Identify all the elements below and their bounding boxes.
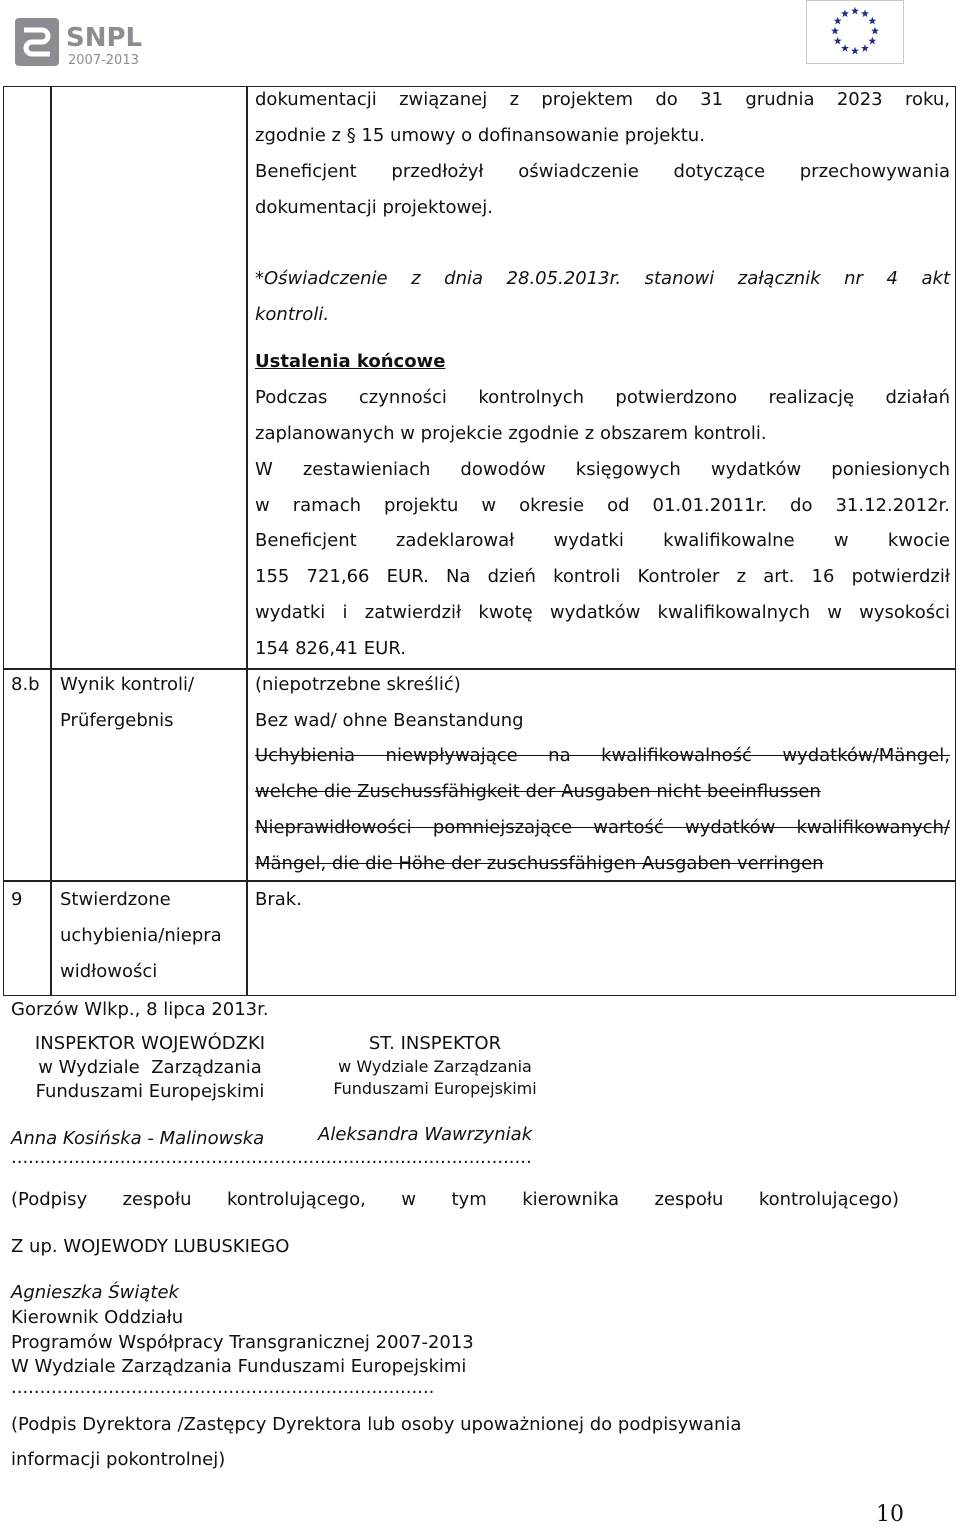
final-findings-heading: Ustalenia końcowe	[255, 351, 446, 372]
final-findings-line: W zestawieniach dowodów księgowych wydatków poniesionych	[255, 459, 950, 480]
row-label: Prüfergebnis	[60, 710, 174, 731]
director-title: Programów Współpracy Transgranicznej 2007-2013	[11, 1332, 474, 1353]
continuation-line: Beneficjent przedłożył oświadczenie dotyczące przechowywania	[255, 161, 950, 182]
director-signature-caption: informacji pokontrolnej)	[11, 1449, 226, 1470]
place-date: Gorzów Wlkp., 8 lipca 2013r.	[11, 999, 269, 1020]
director-name: Agnieszka Świątek	[11, 1282, 179, 1303]
signature-dots: ...........................................................................................	[11, 1147, 532, 1168]
continuation-line: dokumentacji projektowej.	[255, 197, 493, 218]
inspector-right-dept: Funduszami Europejskimi	[333, 1079, 537, 1098]
inspector-left-dept: Funduszami Europejskimi	[35, 1081, 265, 1102]
final-findings-line: zaplanowanych w projekcie zgodnie z obszarem kontroli.	[255, 423, 767, 444]
result-instruction: (niepotrzebne skreślić)	[255, 674, 461, 695]
row-label: widłowości	[60, 961, 158, 982]
snpl-logo-icon	[14, 14, 148, 70]
team-signatures-caption: (Podpisy zespołu kontrolującego, w tym kierownika zespołu kontrolującego)	[11, 1189, 899, 1210]
irregularities-content: Brak.	[255, 889, 302, 910]
director-title: Kierownik Oddziału	[11, 1307, 184, 1328]
row-label: Wynik kontroli/	[60, 674, 195, 695]
inspector-left-dept: w Wydziale Zarządzania	[38, 1057, 262, 1078]
result-struck-option: Nieprawidłowości pomniejszające wartość wydatków kwalifikowanych/	[255, 817, 950, 838]
inspector-left-title: INSPEKTOR WOJEWÓDZKI	[34, 1033, 266, 1054]
row-label: Stwierdzone	[60, 889, 171, 910]
result-no-defects: Bez wad/ ohne Beanstandung	[255, 710, 524, 731]
authority-line: Z up. WOJEWODY LUBUSKIEGO	[11, 1236, 290, 1257]
director-signature-caption: (Podpis Dyrektora /Zastępcy Dyrektora lub osoby upoważnionej do podpisywania	[11, 1414, 742, 1435]
final-findings-line: w ramach projektu w okresie od 01.01.2011r. do 31.12.2012r.	[255, 495, 950, 516]
attachment-note: kontroli.	[255, 304, 330, 325]
table-divider	[50, 86, 52, 996]
inspector-right-title: ST. INSPEKTOR	[368, 1033, 502, 1054]
row-number: 9	[11, 889, 23, 910]
inspector-right-dept: w Wydziale Zarządzania	[338, 1057, 532, 1076]
eu-flag-logo	[806, 0, 904, 64]
snpl-logo-years: 2007-2013	[68, 53, 139, 68]
final-findings-line: Podczas czynności kontrolnych potwierdzono realizację działań	[255, 387, 950, 408]
page-number: 10	[876, 1502, 904, 1527]
final-findings-line: 155 721,66 EUR. Na dzień kontroli Kontroler z art. 16 potwierdził	[255, 566, 950, 587]
inspector-left-name: Anna Kosińska - Malinowska	[11, 1128, 265, 1149]
inspector-left-block	[10, 1032, 290, 1104]
final-findings-line: Beneficjent zadeklarował wydatki kwalifikowalne w kwocie	[255, 530, 950, 551]
result-struck-option: Mängel, die die Höhe der zuschussfähigen Ausgaben verringen	[255, 853, 824, 874]
final-findings-line: wydatki i zatwierdził kwotę wydatków kwalifikowalnych w wysokości	[255, 602, 950, 623]
row-label: uchybienia/niepra	[60, 925, 222, 946]
attachment-note: *Oświadczenie z dnia 28.05.2013r. stanowi załącznik nr 4 akt	[255, 268, 950, 289]
final-findings-line: 154 826,41 EUR.	[255, 638, 406, 659]
signature-dots: ..........................................................................	[11, 1377, 435, 1398]
result-struck-option: Uchybienia niewpływające na kwalifikowalność wydatków/Mängel,	[255, 745, 950, 766]
result-struck-option: welche die Zuschussfähigkeit der Ausgaben nicht beeinflussen	[255, 781, 821, 802]
eu-flag-icon	[806, 0, 904, 64]
inspector-right-name: Aleksandra Wawrzyniak	[318, 1124, 533, 1145]
row-number: 8.b	[11, 674, 40, 695]
continuation-line: dokumentacji związanej z projektem do 31 grudnia 2023 roku,	[255, 89, 950, 110]
table-divider	[246, 86, 248, 996]
continuation-line: zgodnie z § 15 umowy o dofinansowanie projektu.	[255, 125, 705, 146]
snpl-logo	[14, 14, 148, 70]
snpl-logo-text: SNPL	[66, 23, 143, 53]
director-title: W Wydziale Zarządzania Funduszami Europejskimi	[11, 1356, 467, 1377]
inspector-right-block	[310, 1032, 560, 1100]
